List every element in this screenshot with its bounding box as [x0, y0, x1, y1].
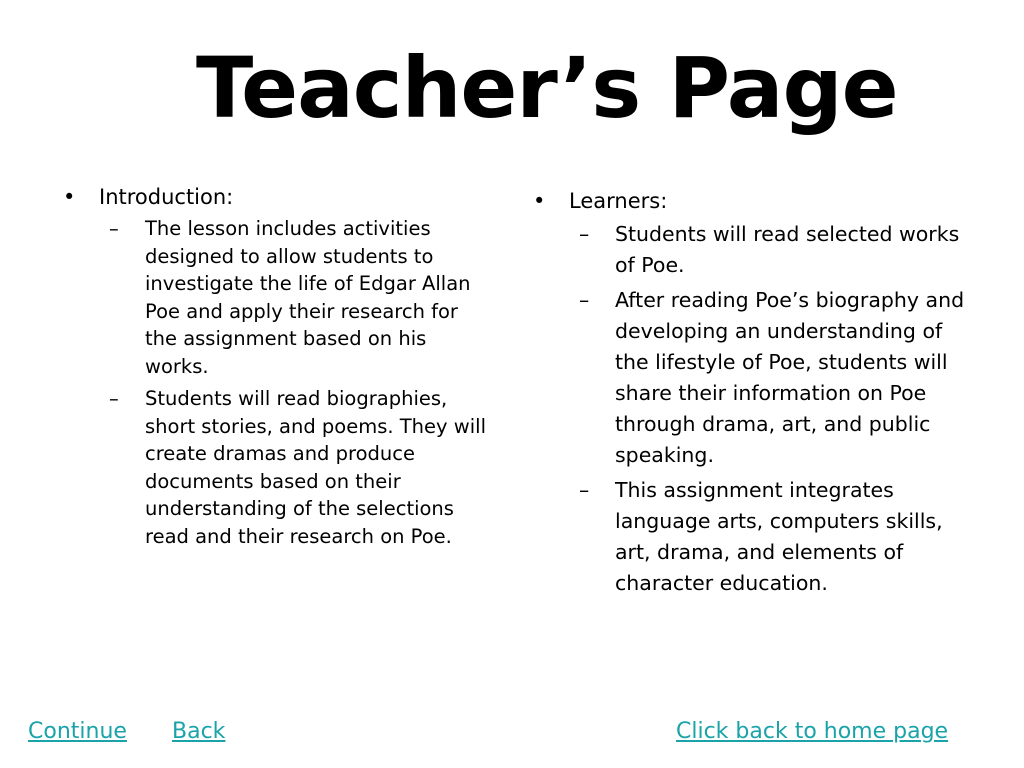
home-page-link[interactable]: Click back to home page [676, 719, 949, 744]
list-item-text: Students will read selected works of Poe. [615, 222, 960, 277]
dash-icon: – [579, 222, 590, 246]
learners-heading: Learners: [569, 189, 668, 213]
list-item [533, 219, 973, 281]
introduction-section [63, 183, 493, 555]
list-item-text: The lesson includes activities designed to allow students to investigate the life of Edgar Allan Poe and apply their research for the assignment based on his works. [145, 217, 471, 378]
learners-section [533, 187, 973, 603]
dash-icon: – [109, 387, 119, 410]
introduction-list [63, 215, 493, 550]
dash-icon: – [579, 478, 590, 502]
introduction-heading: Introduction: [99, 185, 234, 209]
bullet-icon: • [533, 189, 546, 213]
list-item [533, 285, 973, 471]
list-item-text: This assignment integrates language arts, computers skills, art, drama, and elements of character education. [615, 478, 943, 595]
dash-icon: – [109, 217, 119, 240]
list-item [63, 385, 493, 550]
introduction-bullet [63, 183, 493, 211]
page-title: Teacher’s Page [196, 39, 898, 137]
learners-list [533, 219, 973, 599]
list-item [63, 215, 493, 380]
list-item-text: After reading Poe’s biography and developing an understanding of the lifestyle of Poe, students will share their information on Poe through drama, art, and public speaking. [615, 288, 965, 467]
continue-link[interactable]: Continue [28, 719, 127, 744]
dash-icon: – [579, 288, 590, 312]
list-item [533, 475, 973, 599]
list-item-text: Students will read biographies, short stories, and poems. They will create dramas and produce documents based on their understanding of the selections read and their research on Poe. [145, 387, 486, 548]
learners-bullet [533, 187, 973, 215]
bullet-icon: • [63, 185, 76, 209]
back-link[interactable]: Back [172, 719, 226, 744]
